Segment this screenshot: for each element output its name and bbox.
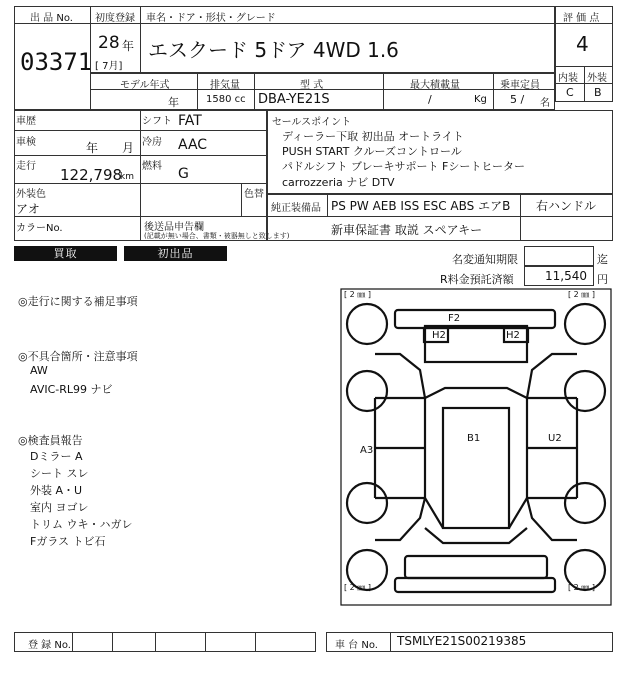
- history-label: 車歴: [16, 116, 36, 127]
- defects-title: ◎不具合箇所・注意事項: [18, 350, 138, 363]
- color-value: アオ: [16, 202, 40, 216]
- buy-bar: 買取: [14, 246, 117, 261]
- car-damage-diagram: [340, 288, 612, 606]
- registration-label: 登 録 No.: [28, 640, 71, 651]
- interior-score: C: [566, 86, 574, 99]
- inspector-5: トリム ウキ・ハガレ: [30, 518, 133, 531]
- damage-mark-b1: B1: [467, 433, 481, 444]
- first-reg-year: 28: [98, 33, 120, 53]
- exterior-label: 外装: [587, 73, 607, 84]
- first-reg-year-unit: 年: [122, 39, 135, 53]
- recycle-unit: 円: [597, 273, 608, 286]
- load-label: 最大積載量: [410, 80, 460, 91]
- interior-label: 内装: [558, 73, 578, 84]
- color-no-label: カラーNo.: [16, 223, 63, 234]
- recycle-label: R料金預託済額: [440, 273, 514, 286]
- capacity-value: 5 /: [510, 93, 525, 106]
- sales-points-label: セールスポイント: [272, 117, 352, 128]
- recycle-value: 11,540: [545, 269, 587, 283]
- score-label: 評 価 点: [563, 13, 600, 24]
- equipment-label: 純正装備品: [271, 203, 321, 214]
- capacity-unit: 名: [540, 98, 550, 109]
- lot-number: 03371: [20, 48, 93, 76]
- post-report-label: 後送品申告欄: [144, 222, 204, 233]
- first-reg-label: 初度登録: [95, 13, 135, 24]
- steering-value: 右ハンドル: [536, 199, 597, 213]
- exterior-score: B: [594, 86, 602, 99]
- displacement-label: 排気量: [210, 80, 240, 91]
- inspection-label: 車検: [16, 137, 36, 148]
- inspector-4: 室内 ヨゴレ: [30, 501, 89, 514]
- ac-value: AAC: [178, 137, 208, 153]
- model-year-value: 年: [168, 96, 179, 109]
- tire-label-fl: [ 2 ㎜ ]: [344, 290, 371, 299]
- mileage-unit: km: [120, 172, 134, 182]
- tire-label-rl: [ 2 ㎜ ]: [344, 583, 371, 592]
- warranty-value: 新車保証書 取説 スペアキー: [331, 223, 483, 237]
- driving-notes-title: ◎走行に関する補足事項: [18, 295, 138, 308]
- defect-1: AW: [30, 364, 48, 377]
- inspector-1: Dミラー A: [30, 450, 83, 463]
- lot-label: 出 品 No.: [30, 13, 73, 24]
- first-listing-bar: 初出品: [124, 246, 227, 261]
- shift-value: FAT: [178, 113, 202, 129]
- sales-line-1: ディーラー下取 初出品 オートライト: [282, 130, 464, 143]
- inspection-year: 年: [86, 141, 99, 155]
- inspection-month: 月: [122, 141, 135, 155]
- color-change-label: 色替: [244, 189, 264, 200]
- inspector-title: ◎検査員報告: [18, 434, 83, 447]
- sales-line-3: パドルシフト ブレーキサポート Fシートヒーター: [282, 160, 525, 173]
- damage-mark-h2-left: H2: [432, 330, 446, 341]
- sales-line-4: carrozzeria ナビ DTV: [282, 176, 395, 189]
- capacity-label: 乗車定員: [500, 80, 540, 91]
- fuel-value: G: [178, 166, 189, 182]
- shift-label: シフト: [142, 116, 172, 127]
- inspector-6: Fガラス トビ石: [30, 535, 106, 548]
- damage-mark-h2-right: H2: [506, 330, 520, 341]
- mileage-value: 122,798: [60, 166, 123, 184]
- fuel-label: 燃料: [142, 161, 162, 172]
- car-name-value: エスクード 5ドア 4WD 1.6: [148, 38, 399, 62]
- chassis-label: 車 台 No.: [335, 640, 378, 651]
- equipment-value: PS PW AEB ISS ESC ABS エアB: [331, 199, 511, 213]
- type-value: DBA-YE21S: [258, 92, 330, 107]
- displacement-value: 1580 cc: [206, 94, 246, 105]
- notice-label: 名変通知期限: [452, 253, 518, 266]
- notice-box: [524, 246, 594, 266]
- color-label: 外装色: [16, 189, 46, 200]
- defect-2: AVIC-RL99 ナビ: [30, 383, 113, 396]
- car-name-label: 車名・ドア・形状・グレード: [146, 13, 276, 24]
- notice-unit: 迄: [597, 253, 608, 266]
- first-reg-month: [ 7月]: [95, 61, 123, 72]
- sales-line-2: PUSH START クルーズコントロール: [282, 145, 462, 158]
- inspector-3: 外装 A・U: [30, 484, 83, 497]
- inspector-2: シート スレ: [30, 467, 89, 480]
- load-unit: Kg: [474, 94, 487, 105]
- mileage-label: 走行: [16, 161, 36, 172]
- damage-mark-u2: U2: [548, 433, 562, 444]
- tire-label-rr: [ 2 ㎜ ]: [568, 583, 595, 592]
- model-year-label: モデル年式: [120, 80, 170, 91]
- load-value: /: [428, 93, 432, 106]
- score-value: 4: [576, 32, 589, 56]
- ac-label: 冷房: [142, 137, 162, 148]
- type-label: 型 式: [300, 80, 324, 91]
- damage-mark-f2: F2: [448, 313, 461, 324]
- post-report-note: (記載が無い場合、書類・被器無しと致します): [144, 232, 290, 240]
- tire-label-fr: [ 2 ㎜ ]: [568, 290, 595, 299]
- chassis-value: TSMLYE21S00219385: [397, 634, 527, 648]
- damage-mark-a3: A3: [360, 445, 374, 456]
